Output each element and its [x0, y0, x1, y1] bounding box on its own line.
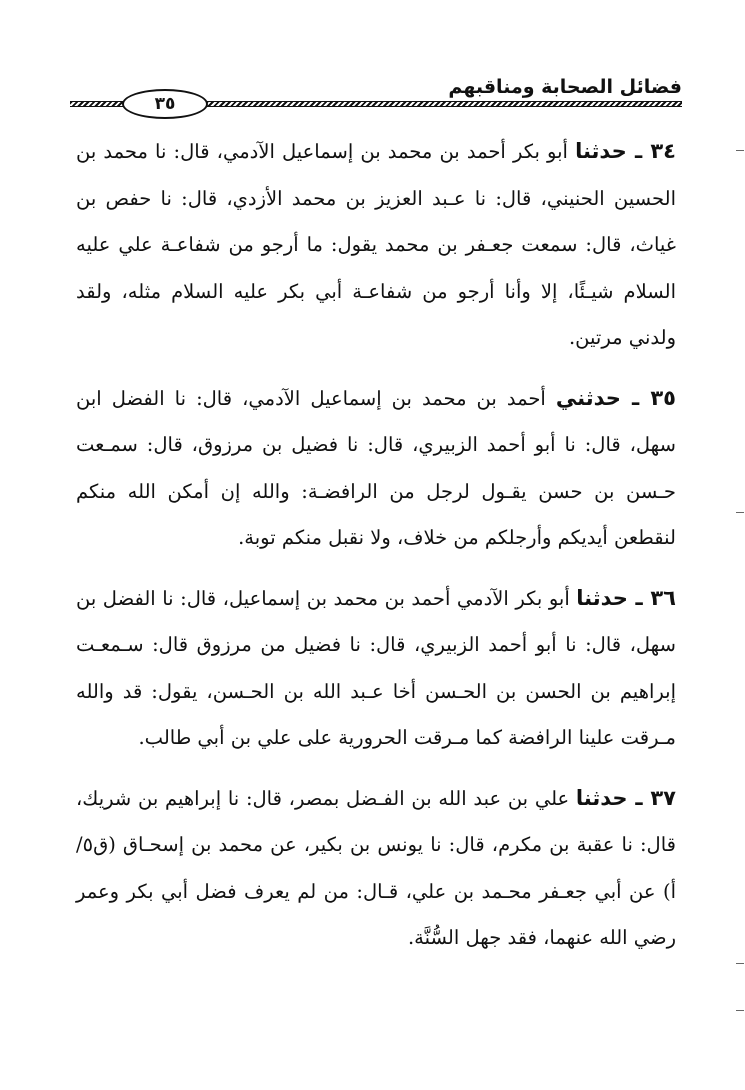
book-title: فضائل الصحابة ومناقبهم [448, 76, 682, 98]
hadith-text: أبو بكر أحمد بن محمد بن إسماعيل الآدمي، قال: نا محمد بن الحسين الحنيني، قال: نا عـبد العزيز بن محمد الأزدي، قال: نا حفص بن غياث، قال: سمعت جعـفر بن محمد يقول: ما أرجو من شفاعـة علي عليه السلام شيـئًا، إلا وأنا أرجو من شفاعـة أبي بكر عليه السلام مثله، ولقد ولدني مرتين. [76, 140, 676, 349]
hadith-number: ٣٦ [650, 585, 676, 610]
hadith-number: ٣٥ [650, 385, 676, 410]
hadith-number: ٣٧ [650, 785, 676, 810]
hadith-text: أبو بكر الآدمي أحمد بن محمد بن إسماعيل، قال: نا الفضل بن سهل، قال: نا أبو أحمد الزبيري، قال: نا فضيل من مرزوق قال: سـمعـت إبراهيم بن الحسن بن الحـسن أخا عـبد الله بن الحـسن، يقول: قد والله مـرقت علينا الرافضة كما مـرقت الحرورية على علي بن أبي طالب. [76, 586, 676, 749]
hadith-34: ٣٤ ـ حدثنا أبو بكر أحمد بن محمد بن إسماعيل الآدمي، قال: نا محمد بن الحسين الحنيني، قال: نا عـبد العزيز بن محمد الأزدي، قال: نا حفص بن غياث، قال: سمعت جعـفر بن محمد يقول: ما أرجو من شفاعـة علي عليه السلام شيـئًا، إلا وأنا أرجو من شفاعـة أبي بكر عليه السلام مثله، ولقد ولدني مرتين. [76, 139, 676, 349]
page-number: ٣٥ [122, 89, 208, 119]
hadith-text: علي بن عبد الله بن الفـضل بمصر، قال: نا إبراهيم بن شريك، قال: نا عقبة بن مكرم، قال: نا يونس بن بكير، عن محمد بن إسحـاق (ق٥/أ) عن أبي جعـفر محـمد بن علي، قـال: من لم يعرف فضل أبي بكر وعمر رضي الله عنهما، فقد جهل السُّنَّة. [76, 786, 676, 949]
scan-margin-mark [736, 963, 744, 964]
hadith-37: ٣٧ ـ حدثنا علي بن عبد الله بن الفـضل بمصر، قال: نا إبراهيم بن شريك، قال: نا عقبة بن مكرم، قال: نا يونس بن بكير، عن محمد بن إسحـاق (ق٥/أ) عن أبي جعـفر محـمد بن علي، قـال: من لم يعرف فضل أبي بكر وعمر رضي الله عنهما، فقد جهل السُّنَّة. [76, 785, 676, 949]
hadith-lead: حدثنا [575, 139, 627, 163]
hadith-lead: حدثنا [576, 585, 628, 610]
hadith-lead: حدثنا [575, 785, 628, 810]
hadith-number: ٣٤ [650, 139, 676, 163]
page-body [76, 128, 676, 975]
scan-margin-mark [736, 512, 744, 513]
hadith-text: أحمد بن محمد بن إسماعيل الآدمي، قال: نا الفضل ابن سهل، قال: نا أبو أحمد الزبيري، قال: نا فضيل بن مرزوق، قال: سمـعت حـسن بن حسن يقـول لرجل من الرافضـة: والله إن أمكن الله منكم لنقطعن أيديكم وأرجلكم من خلاف، ولا نقبل منكم توبة. [76, 386, 676, 549]
hadith-36: ٣٦ ـ حدثنا أبو بكر الآدمي أحمد بن محمد بن إسماعيل، قال: نا الفضل بن سهل، قال: نا أبو أحمد الزبيري، قال: نا فضيل من مرزوق قال: سـمعـت إبراهيم بن الحسن بن الحـسن أخا عـبد الله بن الحـسن، يقول: قد والله مـرقت علينا الرافضة كما مـرقت الحرورية على علي بن أبي طالب. [76, 585, 676, 749]
hadith-35: ٣٥ ـ حدثني أحمد بن محمد بن إسماعيل الآدمي، قال: نا الفضل ابن سهل، قال: نا أبو أحمد الزبيري، قال: نا فضيل بن مرزوق، قال: سمـعت حـسن بن حسن يقـول لرجل من الرافضـة: والله إن أمكن الله منكم لنقطعن أيديكم وأرجلكم من خلاف، ولا نقبل منكم توبة. [76, 385, 676, 549]
page-header [70, 70, 682, 114]
hadith-lead: حدثني [555, 385, 621, 410]
scan-margin-mark [736, 150, 744, 151]
scan-margin-mark [736, 1010, 744, 1011]
